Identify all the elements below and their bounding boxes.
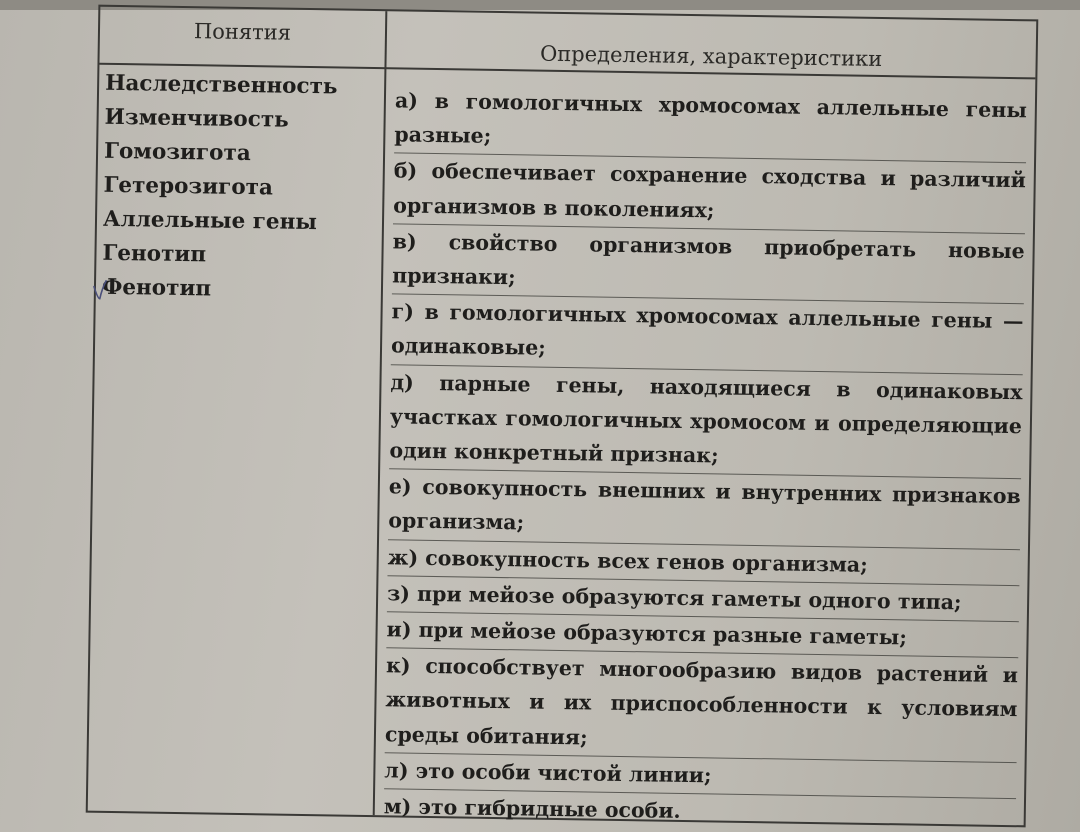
definition-a: а) в гомологичных хромосомах аллельные гены разные;	[394, 83, 1027, 163]
term-heterozygote: Гетерозигота	[103, 172, 274, 201]
term-variability: Изменчивость	[104, 104, 289, 133]
definitions-column	[384, 83, 1028, 832]
definition-i: и) при мейозе образуются разные гаметы;	[386, 612, 1018, 658]
definition-g: г) в гомологичных хромосомах аллельные гены — одинаковые;	[391, 295, 1024, 375]
term-genotype: Генотип	[102, 240, 207, 268]
definition-z: з) при мейозе образуются гаметы одного типа;	[387, 576, 1019, 622]
header-concepts: Понятия	[193, 19, 292, 45]
term-homozygote: Гомозигота	[103, 138, 251, 167]
check-mark-icon	[92, 279, 108, 301]
definition-v: в) свойство организмов приобретать новые признаки;	[392, 224, 1025, 304]
terms-column	[102, 67, 381, 309]
definition-d: д) парные гены, находящиеся в одинаковых участках гомологичных хромосом и определяющие один конкретный признак;	[389, 365, 1023, 480]
definition-zh: ж) совокупность всех генов организма;	[387, 540, 1019, 586]
definition-m: м) это гибридные особи.	[383, 794, 681, 823]
definition-k: к) способствует многообразию видов растений и животных и их приспособленности к условиям среды обитания;	[385, 649, 1019, 764]
matching-table	[86, 5, 1039, 828]
term-allelic-genes: Аллельные гены	[102, 206, 318, 236]
definition-e: е) совокупность внешних и внутренних признаков организма;	[388, 470, 1021, 550]
term-phenotype: Фенотип	[101, 274, 212, 302]
term-heredity: Наследственность	[104, 70, 338, 100]
definition-l: л) это особи чистой линии;	[384, 753, 1016, 799]
header-definitions: Определения, характеристики	[539, 41, 883, 71]
definition-b: б) обеспечивает сохранение сходства и различий организмов в поколениях;	[393, 154, 1026, 234]
